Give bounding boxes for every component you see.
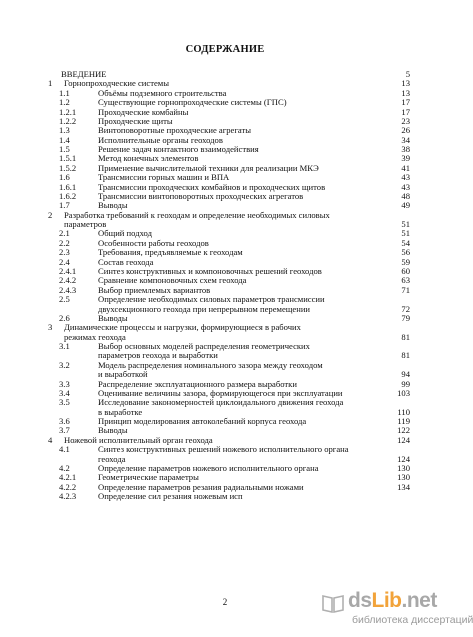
toc-entry-page: 59: [401, 256, 410, 267]
toc-entry-title: Сравнение компоновочных схем геохода: [98, 275, 247, 286]
toc-entry-page: 81: [401, 350, 410, 361]
toc-entry-title: Геометрические параметры: [98, 472, 199, 483]
toc-entry-number: 4.1: [59, 444, 70, 455]
toc-entry-number: 1: [48, 78, 53, 89]
toc-entry-title: Объёмы подземного строительства: [98, 87, 227, 98]
toc-entry-number: 1.3: [59, 125, 70, 136]
toc-entry-page: 56: [401, 247, 410, 258]
toc-entry-number: 1.6.2: [59, 190, 77, 201]
toc-entry-page: 81: [401, 331, 410, 342]
book-icon: [320, 592, 346, 614]
toc-entry-number: 1.5: [59, 144, 70, 155]
toc-entry-number: 2.5: [59, 294, 70, 305]
toc-entry-title: Трансмиссии проходческих комбайнов и проходческих щитов: [98, 181, 326, 192]
toc-entry-title: Требования, предъявляемые к геоходам: [98, 247, 243, 258]
toc-entry-number: 1.2: [59, 97, 70, 108]
toc-entry-title: Особенности работы геоходов: [98, 237, 209, 248]
toc-entry-page: 49: [401, 200, 410, 211]
toc-entry-number: 2.4: [59, 256, 70, 267]
toc-entry-title: Выводы: [98, 200, 128, 211]
toc-entry-title: Распределение эксплуатационного размера выработки: [98, 378, 297, 389]
toc-entry-title: Проходческие комбайны: [98, 106, 189, 117]
toc-entry-number: 1.5.2: [59, 162, 77, 173]
toc-entry-page: 43: [401, 172, 410, 183]
toc-entry-title: Синтез конструктивных и компоновочных решений геоходов: [98, 265, 322, 276]
toc-entry-page: 51: [401, 219, 410, 230]
toc-entry-number: 2.3: [59, 247, 70, 258]
toc-entry-page: 124: [397, 453, 410, 464]
toc-entry-title: Определение сил резания ножевым исп: [98, 491, 243, 502]
toc-entry-title: в выработке: [98, 406, 143, 417]
toc-entry-title: двухсекционного геохода при непрерывном перемещении: [98, 303, 311, 314]
toc-entry-page: 34: [401, 134, 410, 145]
toc-entry-title: Винтоповоротные проходческие агрегаты: [98, 125, 251, 136]
toc-entry-title: Исследование закономерностей циклоидального движения геохода: [98, 397, 344, 408]
toc-entry-page: 63: [401, 275, 410, 286]
toc-entry-title: Общий подход: [98, 228, 152, 239]
toc-entry: [0, 492, 450, 501]
toc-entry-title: Разработка требований к геоходам и определение необходимых силовых: [64, 209, 330, 220]
toc-entry-page: 39: [401, 153, 410, 164]
toc-entry: [0, 342, 450, 351]
toc-entry-number: 3.6: [59, 416, 70, 427]
toc-entry-title: Определение параметров резания радиальными ножами: [98, 481, 304, 492]
toc-entry-number: 1.2.2: [59, 115, 77, 126]
toc-entry-page: 79: [401, 312, 410, 323]
toc-entry-page: 54: [401, 237, 410, 248]
toc-entry-title: Горнопроходческие системы: [64, 78, 169, 89]
toc-entry-title: Выбор приемлемых вариантов: [98, 284, 211, 295]
toc-entry-page: 130: [397, 462, 410, 473]
toc-entry-title: Выводы: [98, 425, 128, 436]
toc-entry-page: 13: [401, 78, 410, 89]
toc-entry-title: параметров: [64, 219, 107, 230]
toc-entry-title: Проходческие щиты: [98, 115, 173, 126]
toc-entry-number: 3.5: [59, 397, 70, 408]
toc-entry-page: 110: [397, 406, 410, 417]
toc-entry-page: 71: [401, 284, 410, 295]
toc-entry-number: 3.4: [59, 387, 70, 398]
toc-entry-page: 48: [401, 190, 410, 201]
toc-entry-number: 2.4.3: [59, 284, 77, 295]
toc-entry-title: Состав геохода: [98, 256, 154, 267]
toc-entry-title: Принцип моделирования автоколебаний корпуса геохода: [98, 416, 307, 427]
toc-entry-title: Существующие горнопроходческие системы (ГПС): [98, 97, 287, 108]
toc-entry-title: и выработкой: [98, 369, 148, 380]
toc-entry-page: 130: [397, 472, 410, 483]
toc-entry-page: 17: [401, 106, 410, 117]
toc-entry-title: Ножевой исполнительный орган геохода: [64, 434, 213, 445]
watermark: [318, 589, 473, 637]
toc-entry-number: 3.1: [59, 341, 70, 352]
toc-entry-number: 2.1: [59, 228, 70, 239]
toc-entry-number: 1.6: [59, 172, 70, 183]
toc-entry-page: 124: [397, 434, 410, 445]
toc-entry-number: 2.4.1: [59, 265, 77, 276]
toc-entry: [0, 361, 450, 370]
toc-entry-page: 60: [401, 265, 410, 276]
toc-entry-number: 4.2.3: [59, 491, 77, 502]
toc-entry-title: параметров геохода и выработки: [98, 350, 218, 361]
toc-entry-title: режимах геохода: [64, 331, 126, 342]
toc-entry-title: Оценивание величины зазора, формирующегося при эксплуатации: [98, 387, 343, 398]
toc-entry-page: 26: [401, 125, 410, 136]
toc-entry-number: 1.5.1: [59, 153, 77, 164]
toc-entry-title: Метод конечных элементов: [98, 153, 199, 164]
toc-entry-number: 3.7: [59, 425, 70, 436]
toc-entry-number: 1.1: [59, 87, 70, 98]
toc-entry-title: Синтез конструктивных решений ножевого исполнительного органа: [98, 444, 349, 455]
toc-entry-title: Выбор основных моделей распределения геометрических: [98, 341, 310, 352]
watermark-tagline: библиотека диссертаций: [352, 614, 473, 626]
toc-entry-number: 2.6: [59, 312, 70, 323]
toc-entry-page: 99: [401, 378, 410, 389]
page-number: 2: [222, 597, 228, 607]
toc-entry-number: 4.2: [59, 462, 70, 473]
toc-entry-page: 94: [401, 369, 410, 380]
toc-entry-page: 17: [401, 97, 410, 108]
toc-entry-number: 4.2.1: [59, 472, 77, 483]
toc-entry: [0, 398, 450, 407]
toc-entry-title: Модель распределения номинального зазора между геоходом: [98, 359, 323, 370]
page-title: СОДЕРЖАНИЕ: [185, 44, 265, 55]
toc-entry-page: 43: [401, 181, 410, 192]
toc-entry-title: Определение необходимых силовых параметров трансмиссии: [98, 294, 325, 305]
toc-entry-page: 51: [401, 228, 410, 239]
toc-entry-number: 3: [48, 322, 53, 333]
toc-entry-number: 1.4: [59, 134, 70, 145]
toc-entry-title: Применение вычислительной техники для реализации МКЭ: [98, 162, 319, 173]
toc-entry-number: 2.4.2: [59, 275, 77, 286]
toc-entry-page: 72: [401, 303, 410, 314]
table-of-contents: [0, 70, 450, 501]
toc-entry-number: 2: [48, 209, 53, 220]
toc-entry-number: 1.6.1: [59, 181, 77, 192]
toc-entry-page: 122: [397, 425, 410, 436]
toc-entry-title: ВВЕДЕНИЕ: [61, 69, 107, 79]
toc-entry-number: 3.2: [59, 359, 70, 370]
toc-entry-number: 2.2: [59, 237, 70, 248]
toc-entry-title: Определение параметров ножевого исполнительного органа: [98, 462, 319, 473]
toc-entry-page: 13: [401, 87, 410, 98]
toc-entry-page: 23: [401, 115, 410, 126]
toc-entry-number: 3.3: [59, 378, 70, 389]
toc-entry-page: 38: [401, 144, 410, 155]
watermark-logo: dsLib.net: [348, 589, 437, 612]
toc-entry-page: 5: [405, 69, 410, 79]
toc-entry-page: 103: [397, 387, 410, 398]
toc-entry-page: 41: [401, 162, 410, 173]
toc-entry-title: Исполнительные органы геоходов: [98, 134, 223, 145]
toc-entry-page: 119: [397, 416, 410, 427]
toc-entry-number: 1.7: [59, 200, 70, 211]
toc-entry-number: 1.2.1: [59, 106, 77, 117]
toc-entry-title: Трансмиссии винтоповоротных проходческих агрегатов: [98, 190, 304, 201]
toc-entry-title: Трансмиссии горных машин и ВПА: [98, 172, 230, 183]
toc-entry-title: Выводы: [98, 312, 128, 323]
toc-entry-title: Динамические процессы и нагрузки, формирующиеся в рабочих: [64, 322, 301, 333]
toc-entry: [0, 445, 450, 454]
toc-entry-title: геохода: [98, 453, 126, 464]
toc-entry-number: 4.2.2: [59, 481, 77, 492]
toc-entry-page: 134: [397, 481, 410, 492]
toc-entry-title: Решение задач контактного взаимодействия: [98, 144, 259, 155]
toc-entry-number: 4: [48, 434, 53, 445]
